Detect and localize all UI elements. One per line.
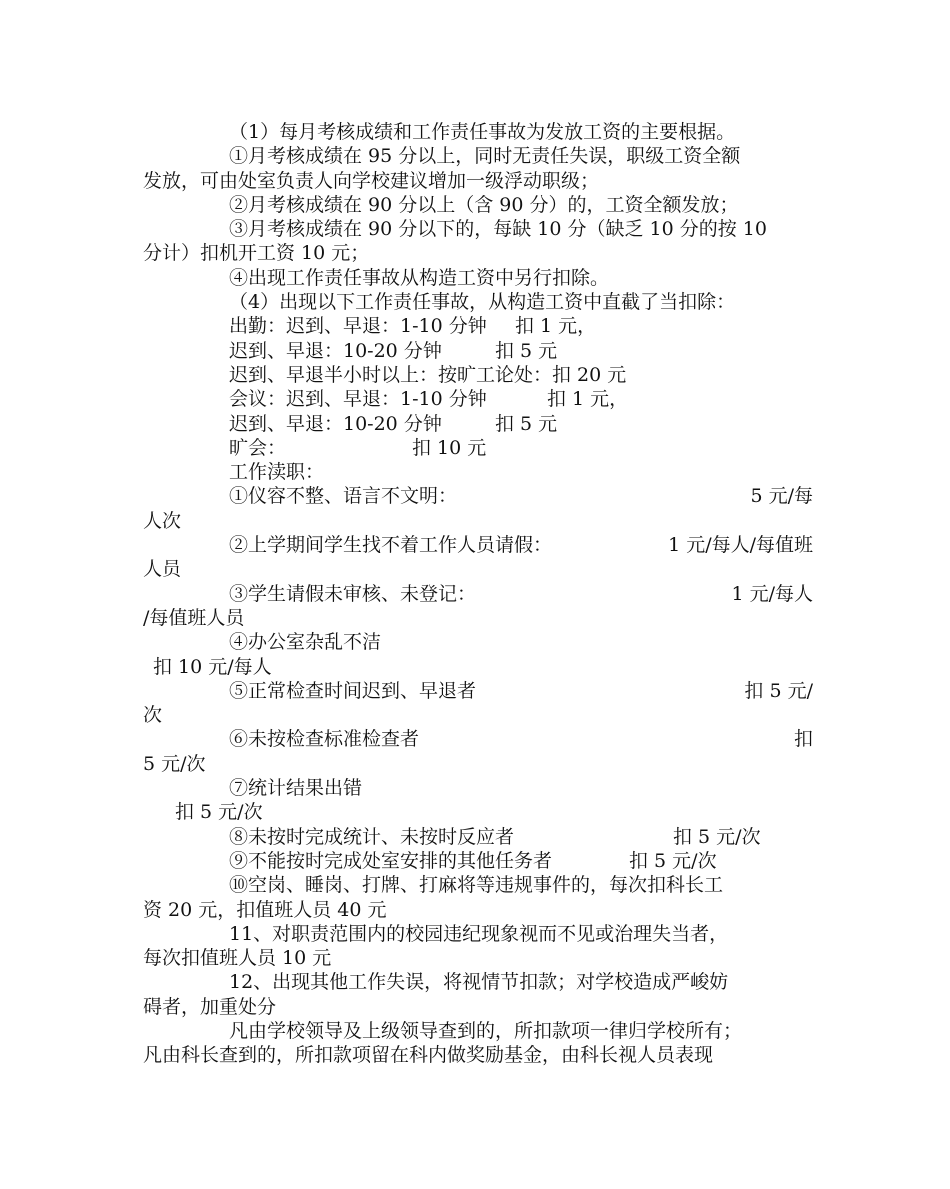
penalty-amount: 扣 5 元 xyxy=(495,339,558,362)
paragraph-line: ③月考核成绩在 90 分以下的，每缺 10 分（缺乏 10 分的按 10 xyxy=(229,218,767,241)
penalty-item: 迟到、早退：10-20 分钟 xyxy=(229,412,442,435)
paragraph-line: 人员 xyxy=(143,558,182,581)
penalty-amount: 5 元/每 xyxy=(750,485,813,508)
penalty-item: ⑤正常检查时间迟到、早退者 xyxy=(229,679,477,702)
penalty-amount: 扣 10 元 xyxy=(412,436,487,459)
paragraph-line: 扣 5 元/次 xyxy=(175,801,263,824)
paragraph-line: 工作渎职： xyxy=(229,461,325,484)
penalty-amount: 扣 5 元/ xyxy=(744,679,813,702)
paragraph-line: ④办公室杂乱不洁 xyxy=(229,631,382,654)
paragraph-line: /每值班人员 xyxy=(143,606,245,629)
paragraph-line: 迟到、早退半小时以上：按旷工论处：扣 20 元 xyxy=(229,363,627,386)
paragraph-line: ②月考核成绩在 90 分以上（含 90 分）的，工资全额发放； xyxy=(229,193,739,216)
document-body xyxy=(143,120,813,1068)
paragraph-line: 分计）扣机开工资 10 元； xyxy=(143,242,370,265)
penalty-row xyxy=(143,314,813,338)
penalty-row xyxy=(143,825,813,849)
penalty-item: 会议：迟到、早退：1-10 分钟 xyxy=(229,388,487,411)
penalty-item: 出勤：迟到、早退：1-10 分钟 xyxy=(229,315,487,338)
paragraph-line: （4）出现以下工作责任事故，从构造工资中直截了当扣除： xyxy=(229,291,736,314)
penalty-amount: 扣 5 元 xyxy=(495,412,558,435)
penalty-row xyxy=(143,412,813,436)
penalty-item: ①仪容不整、语言不文明： xyxy=(229,485,458,508)
paragraph-line: 扣 10 元/每人 xyxy=(153,655,272,678)
paragraph-line: 凡由科长查到的，所扣款项留在科内做奖励基金，由科长视人员表现 xyxy=(143,1044,714,1067)
penalty-item: ③学生请假未审核、未登记： xyxy=(229,582,477,605)
penalty-row xyxy=(143,387,813,411)
paragraph-line: ④出现工作责任事故从构造工资中另行扣除。 xyxy=(229,266,610,289)
penalty-amount: 1 元/每人/每值班 xyxy=(668,534,813,557)
penalty-item: ⑥未按检查标准检查者 xyxy=(229,728,420,751)
penalty-amount: 1 元/每人 xyxy=(731,582,813,605)
paragraph-line: 资 20 元，扣值班人员 40 元 xyxy=(143,898,387,921)
paragraph-line: 5 元/次 xyxy=(143,752,206,775)
penalty-row xyxy=(143,436,813,460)
paragraph-line: 12、出现其他工作失误，将视情节扣款；对学校造成严峻妨 xyxy=(229,971,729,994)
paragraph-line: 次 xyxy=(143,704,163,727)
penalty-item: ②上学期间学生找不着工作人员请假： xyxy=(229,534,553,557)
paragraph-line: 碍者，加重处分 xyxy=(143,995,277,1018)
paragraph-line: 11、对职责范围内的校园违纪现象视而不见或治理失当者， xyxy=(229,922,729,945)
paragraph-line: ⑩空岗、睡岗、打牌、打麻将等违规事件的，每次扣科长工 xyxy=(229,874,724,897)
paragraph-line: 人次 xyxy=(143,509,182,532)
penalty-amount: 扣 5 元/次 xyxy=(629,849,717,872)
penalty-row xyxy=(143,679,813,703)
penalty-amount: 扣 xyxy=(793,728,813,751)
penalty-amount: 扣 1 元， xyxy=(547,388,629,411)
paragraph-line: ①月考核成绩在 95 分以上，同时无责任失误，职级工资全额 xyxy=(229,145,741,168)
penalty-item: 旷会： xyxy=(229,436,287,459)
penalty-item: ⑧未按时完成统计、未按时反应者 xyxy=(229,825,515,848)
penalty-row xyxy=(143,484,813,508)
penalty-item: ⑨不能按时完成处室安排的其他任务者 xyxy=(229,849,553,872)
penalty-item: 迟到、早退：10-20 分钟 xyxy=(229,339,442,362)
penalty-amount: 扣 1 元， xyxy=(515,315,597,338)
paragraph-line: 每次扣值班人员 10 元 xyxy=(143,947,332,970)
paragraph-line: ⑦统计结果出错 xyxy=(229,777,363,800)
penalty-row xyxy=(143,849,813,873)
paragraph-line: （1）每月考核成绩和工作责任事故为发放工资的主要根据。 xyxy=(229,121,736,143)
paragraph-line: 凡由学校领导及上级领导查到的，所扣款项一律归学校所有； xyxy=(229,1019,743,1042)
penalty-row xyxy=(143,533,813,557)
penalty-row xyxy=(143,339,813,363)
penalty-row xyxy=(143,582,813,606)
penalty-amount: 扣 5 元/次 xyxy=(673,825,761,848)
paragraph-line: 发放，可由处室负责人向学校建议增加一级浮动职级； xyxy=(143,169,600,192)
penalty-row xyxy=(143,727,813,751)
